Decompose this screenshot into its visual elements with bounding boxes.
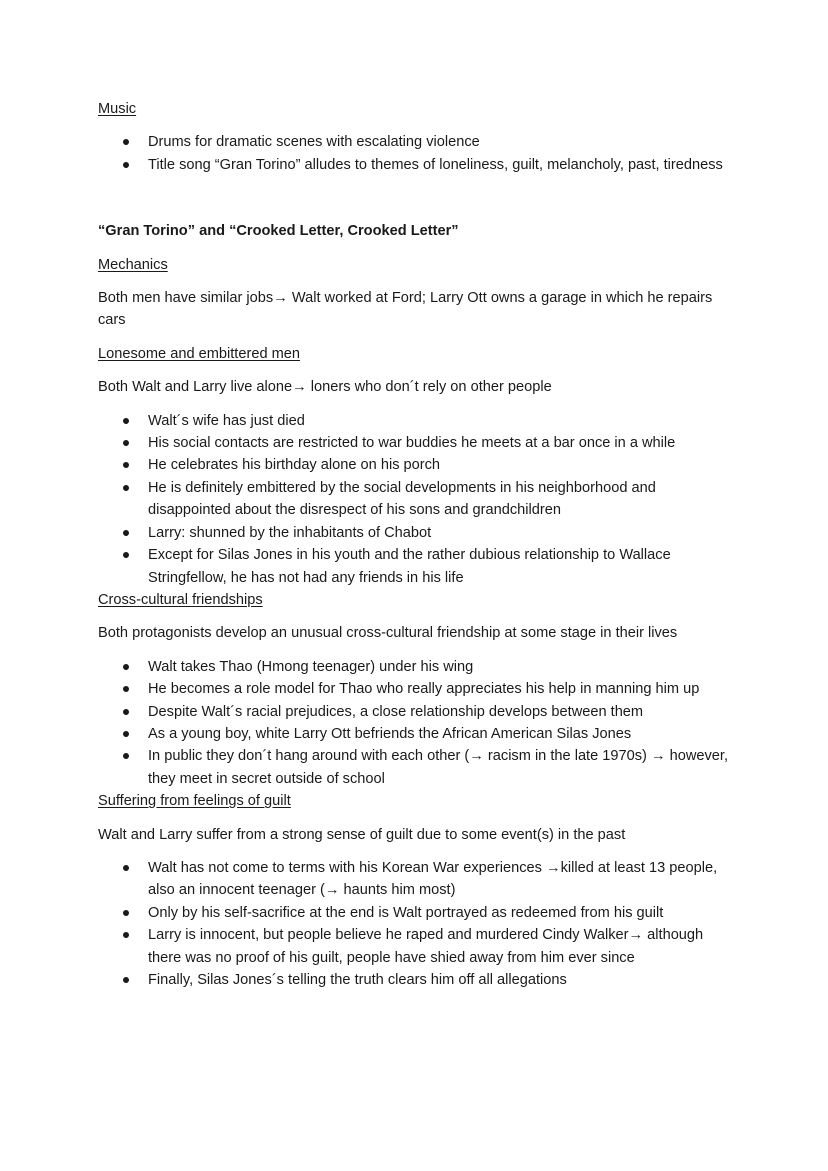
list-item: Title song “Gran Torino” alludes to themes of loneliness, guilt, melancholy, past, tiredness (98, 154, 738, 176)
list-item: He celebrates his birthday alone on his porch (98, 454, 738, 476)
guilt-bullet-list (98, 857, 738, 991)
document-content (98, 98, 738, 991)
list-item: He is definitely embittered by the social developments in his neighborhood and disappointed about the disrespect of his sons and grandchildren (98, 477, 738, 522)
list-item: Walt´s wife has just died (98, 410, 738, 432)
comparison-title: “Gran Torino” and “Crooked Letter, Crooked Letter” (98, 223, 459, 240)
crosscultural-bullet-list (98, 656, 738, 790)
list-item: In public they don´t hang around with each other (→ racism in the late 1970s) → however, they meet in secret outside of school (98, 745, 738, 790)
list-item: His social contacts are restricted to war buddies he meets at a bar once in a while (98, 432, 738, 454)
list-item: As a young boy, white Larry Ott befriends the African American Silas Jones (98, 723, 738, 745)
lonesome-bullet-list (98, 410, 738, 589)
list-item: Only by his self-sacrifice at the end is Walt portrayed as redeemed from his guilt (98, 902, 738, 924)
list-item: Finally, Silas Jones´s telling the truth clears him off all allegations (98, 969, 738, 991)
mechanics-text: Both men have similar jobs→ Walt worked at Ford; Larry Ott owns a garage in which he repairs cars (98, 290, 713, 329)
list-item: Walt has not come to terms with his Korean War experiences →killed at least 13 people, also an innocent teenager (→ haunts him most) (98, 857, 738, 902)
list-item: He becomes a role model for Thao who really appreciates his help in manning him up (98, 678, 738, 700)
section-heading-guilt: Suffering from feelings of guilt (98, 793, 291, 810)
list-item: Except for Silas Jones in his youth and the rather dubious relationship to Wallace Stringfellow, he has not had any friends in his life (98, 544, 738, 589)
list-item: Larry: shunned by the inhabitants of Chabot (98, 522, 738, 544)
music-bullet-list (98, 131, 738, 176)
guilt-text: Walt and Larry suffer from a strong sense of guilt due to some event(s) in the past (98, 826, 626, 843)
section-heading-crosscultural: Cross-cultural friendships (98, 591, 263, 608)
list-item: Walt takes Thao (Hmong teenager) under his wing (98, 656, 738, 678)
list-item: Drums for dramatic scenes with escalating violence (98, 131, 738, 153)
list-item: Larry is innocent, but people believe he raped and murdered Cindy Walker→ although there was no proof of his guilt, people have shied away from him ever since (98, 924, 738, 969)
crosscultural-text: Both protagonists develop an unusual cross-cultural friendship at some stage in their lives (98, 625, 678, 642)
list-item: Despite Walt´s racial prejudices, a close relationship develops between them (98, 701, 738, 723)
section-heading-lonesome: Lonesome and embittered men (98, 345, 301, 362)
section-heading-music: Music (98, 101, 137, 117)
lonesome-text: Both Walt and Larry live alone→ loners who don´t rely on other people (98, 379, 552, 396)
section-heading-mechanics: Mechanics (98, 256, 168, 273)
